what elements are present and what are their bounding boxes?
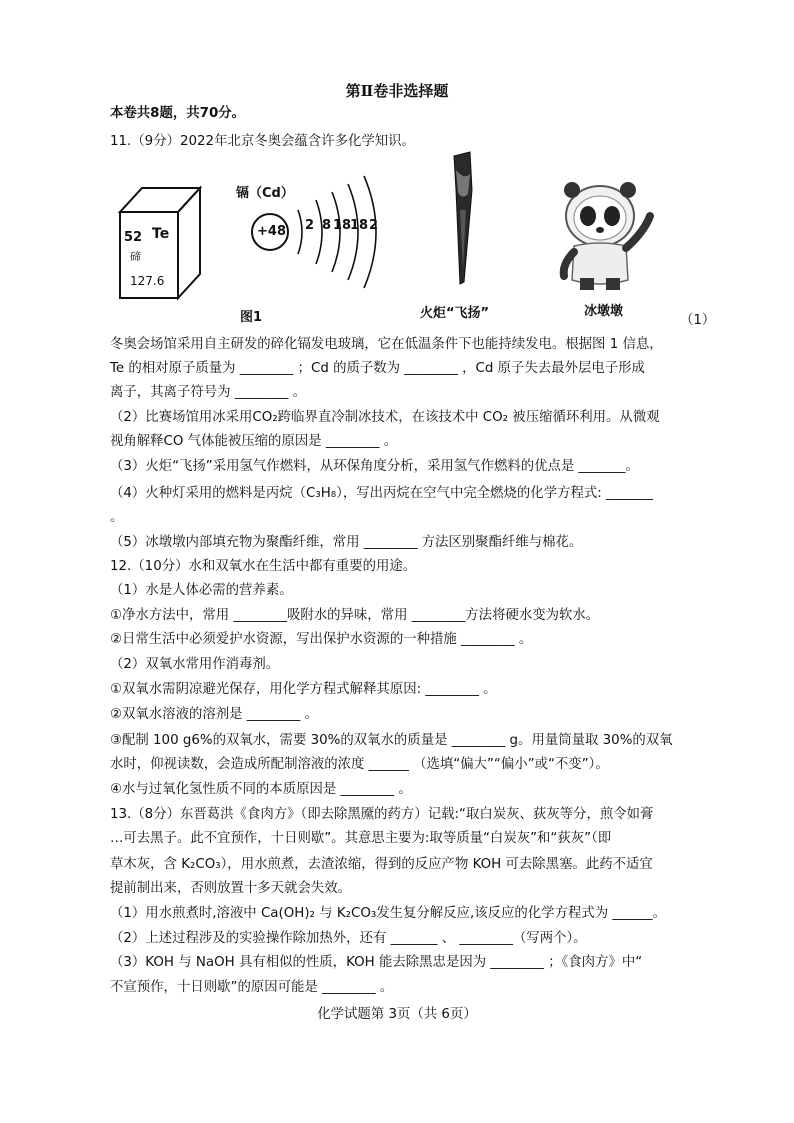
q13-line-7: （3）KOH 与 NaOH 具有相似的性质，KOH 能去除黑忠是因为 ________ ；《食肉方》中“ [110, 955, 643, 970]
element-symbol: Te [152, 226, 170, 242]
element-mass: 127.6 [130, 274, 165, 288]
q11-line-9: （5）冰墩墩内部填充物为聚酯纤维，常用 ________ 方法区别聚酯纤维与棉花。 [110, 535, 583, 550]
shell-3: 18 [333, 218, 352, 233]
q11-line-3: 离子，其离子符号为 ________ 。 [110, 385, 306, 400]
q12-line-4: ②日常生活中必须爱护水资源，写出保护水资源的一种措施 ________ 。 [110, 632, 533, 647]
torch-image [440, 150, 490, 290]
q11-line-4: （2）比赛场馆用冰采用CO₂跨临界直冷制冰技术，在该技术中 CO₂ 被压缩循环利用。从微观 [110, 410, 660, 425]
mascot-caption: 冰墩墩 [584, 304, 624, 319]
q12-line-9: 水时，仰视读数，会造成所配制溶液的浓度 ______ （选填“偏大”“偏小”或“不变”）。 [110, 757, 609, 772]
torch-caption: 火炬“飞扬” [420, 306, 490, 321]
q12-line-6: ①双氧水需阴凉避光保存，用化学方程式解释其原因: ________ 。 [110, 682, 497, 697]
q13-line-3: 草木灰，含 K₂CO₃），用水煎煮，去渣浓缩，得到的反应产物 KOH 可去除黑塞。此药不适宜 [110, 857, 653, 872]
shell-1: 2 [305, 218, 315, 233]
q13-line-1: 13.（8分）东晋葛洪《食肉方》（即去除黑黡的药方）记载:“取白炭灰、荻灰等分，煎令如膏 [110, 807, 654, 822]
q13-line-5: （1）用水煎煮时,溶液中 Ca(OH)₂ 与 K₂CO₃发生复分解反应,该反应的化学方程式为 ______。 [110, 906, 666, 921]
q12-line-1: 12.（10分）水和双氧水在生活中都有重要的用途。 [110, 559, 417, 574]
element-number: 52 [124, 230, 143, 245]
q13-line-8: 不宣预作，十日则歇”的原因可能是 ________ 。 [110, 980, 394, 995]
q11-part1-marker: （1） [680, 313, 716, 328]
q11-line-5: 视角解释CO 气体能被压缩的原因是 ________ 。 [110, 434, 398, 449]
atom-nucleus-charge: +48 [257, 224, 286, 239]
q11-line-1: 冬奥会场馆采用自主研发的碎化镉发电玻璃，它在低温条件下也能持续发电。根据图 1 信息， [110, 337, 663, 352]
q11-line-2: Te 的相对原子质量为 ________ ；Cd 的质子数为 ________ ，Cd 原子失去最外层电子形成 [110, 361, 645, 376]
mascot-bing-dwen-dwen-image [548, 172, 658, 292]
q12-line-8: ③配制 100 g6%的双氧水，需要 30%的双氧水的质量是 ________ g。用量筒量取 30%的双氧 [110, 733, 673, 748]
atom-label: 镉（Cd） [236, 186, 294, 201]
q12-line-5: （2）双氧水常用作消毒剂。 [110, 657, 280, 672]
section-subtitle: 本卷共8题，共70分。 [110, 106, 246, 121]
section-title: 第Ⅱ卷非选择题 [345, 82, 449, 100]
shell-2: 8 [322, 218, 332, 233]
element-name: 碲 [130, 250, 141, 263]
q12-line-7: ②双氧水溶液的溶剂是 ________ 。 [110, 707, 318, 722]
q11-intro: 11.（9分）2022年北京冬奥会蕴含许多化学知识。 [110, 134, 415, 149]
q11-line-7: （4）火种灯采用的燃料是丙烷（C₃H₈），写出丙烷在空气中完全燃烧的化学方程式: _______ [110, 486, 653, 501]
q13-line-6: （2）上述过程涉及的实验操作除加热外，还有 _______ 、 ________（写两个）。 [110, 931, 587, 946]
figure-1-caption: 图1 [240, 310, 263, 325]
q13-line-2: …可去黑子。此不宜预作，十日则歇”。其意思主要为:取等质量“白炭灰”和“荻灰”（即 [110, 831, 612, 846]
shell-4: 18 [350, 218, 369, 233]
q12-line-2: （1）水是人体必需的营养素。 [110, 583, 293, 598]
q13-line-4: 提前制出来，否则放置十多天就会失效。 [110, 881, 352, 896]
shell-5: 2 [369, 218, 379, 233]
page-footer: 化学试题第 3页（共 6页） [317, 1007, 477, 1022]
q12-line-10: ④水与过氧化氢性质不同的本质原因是 ________ 。 [110, 782, 412, 797]
q12-line-3: ①净水方法中，常用 ________吸附水的异味，常用 ________方法将硬水变为软水。 [110, 608, 600, 623]
q11-line-6: （3）火炬“飞扬”采用氢气作燃料，从环保角度分析，采用氢气作燃料的优点是 _______。 [110, 459, 639, 474]
q11-line-8: 。 [110, 510, 124, 525]
